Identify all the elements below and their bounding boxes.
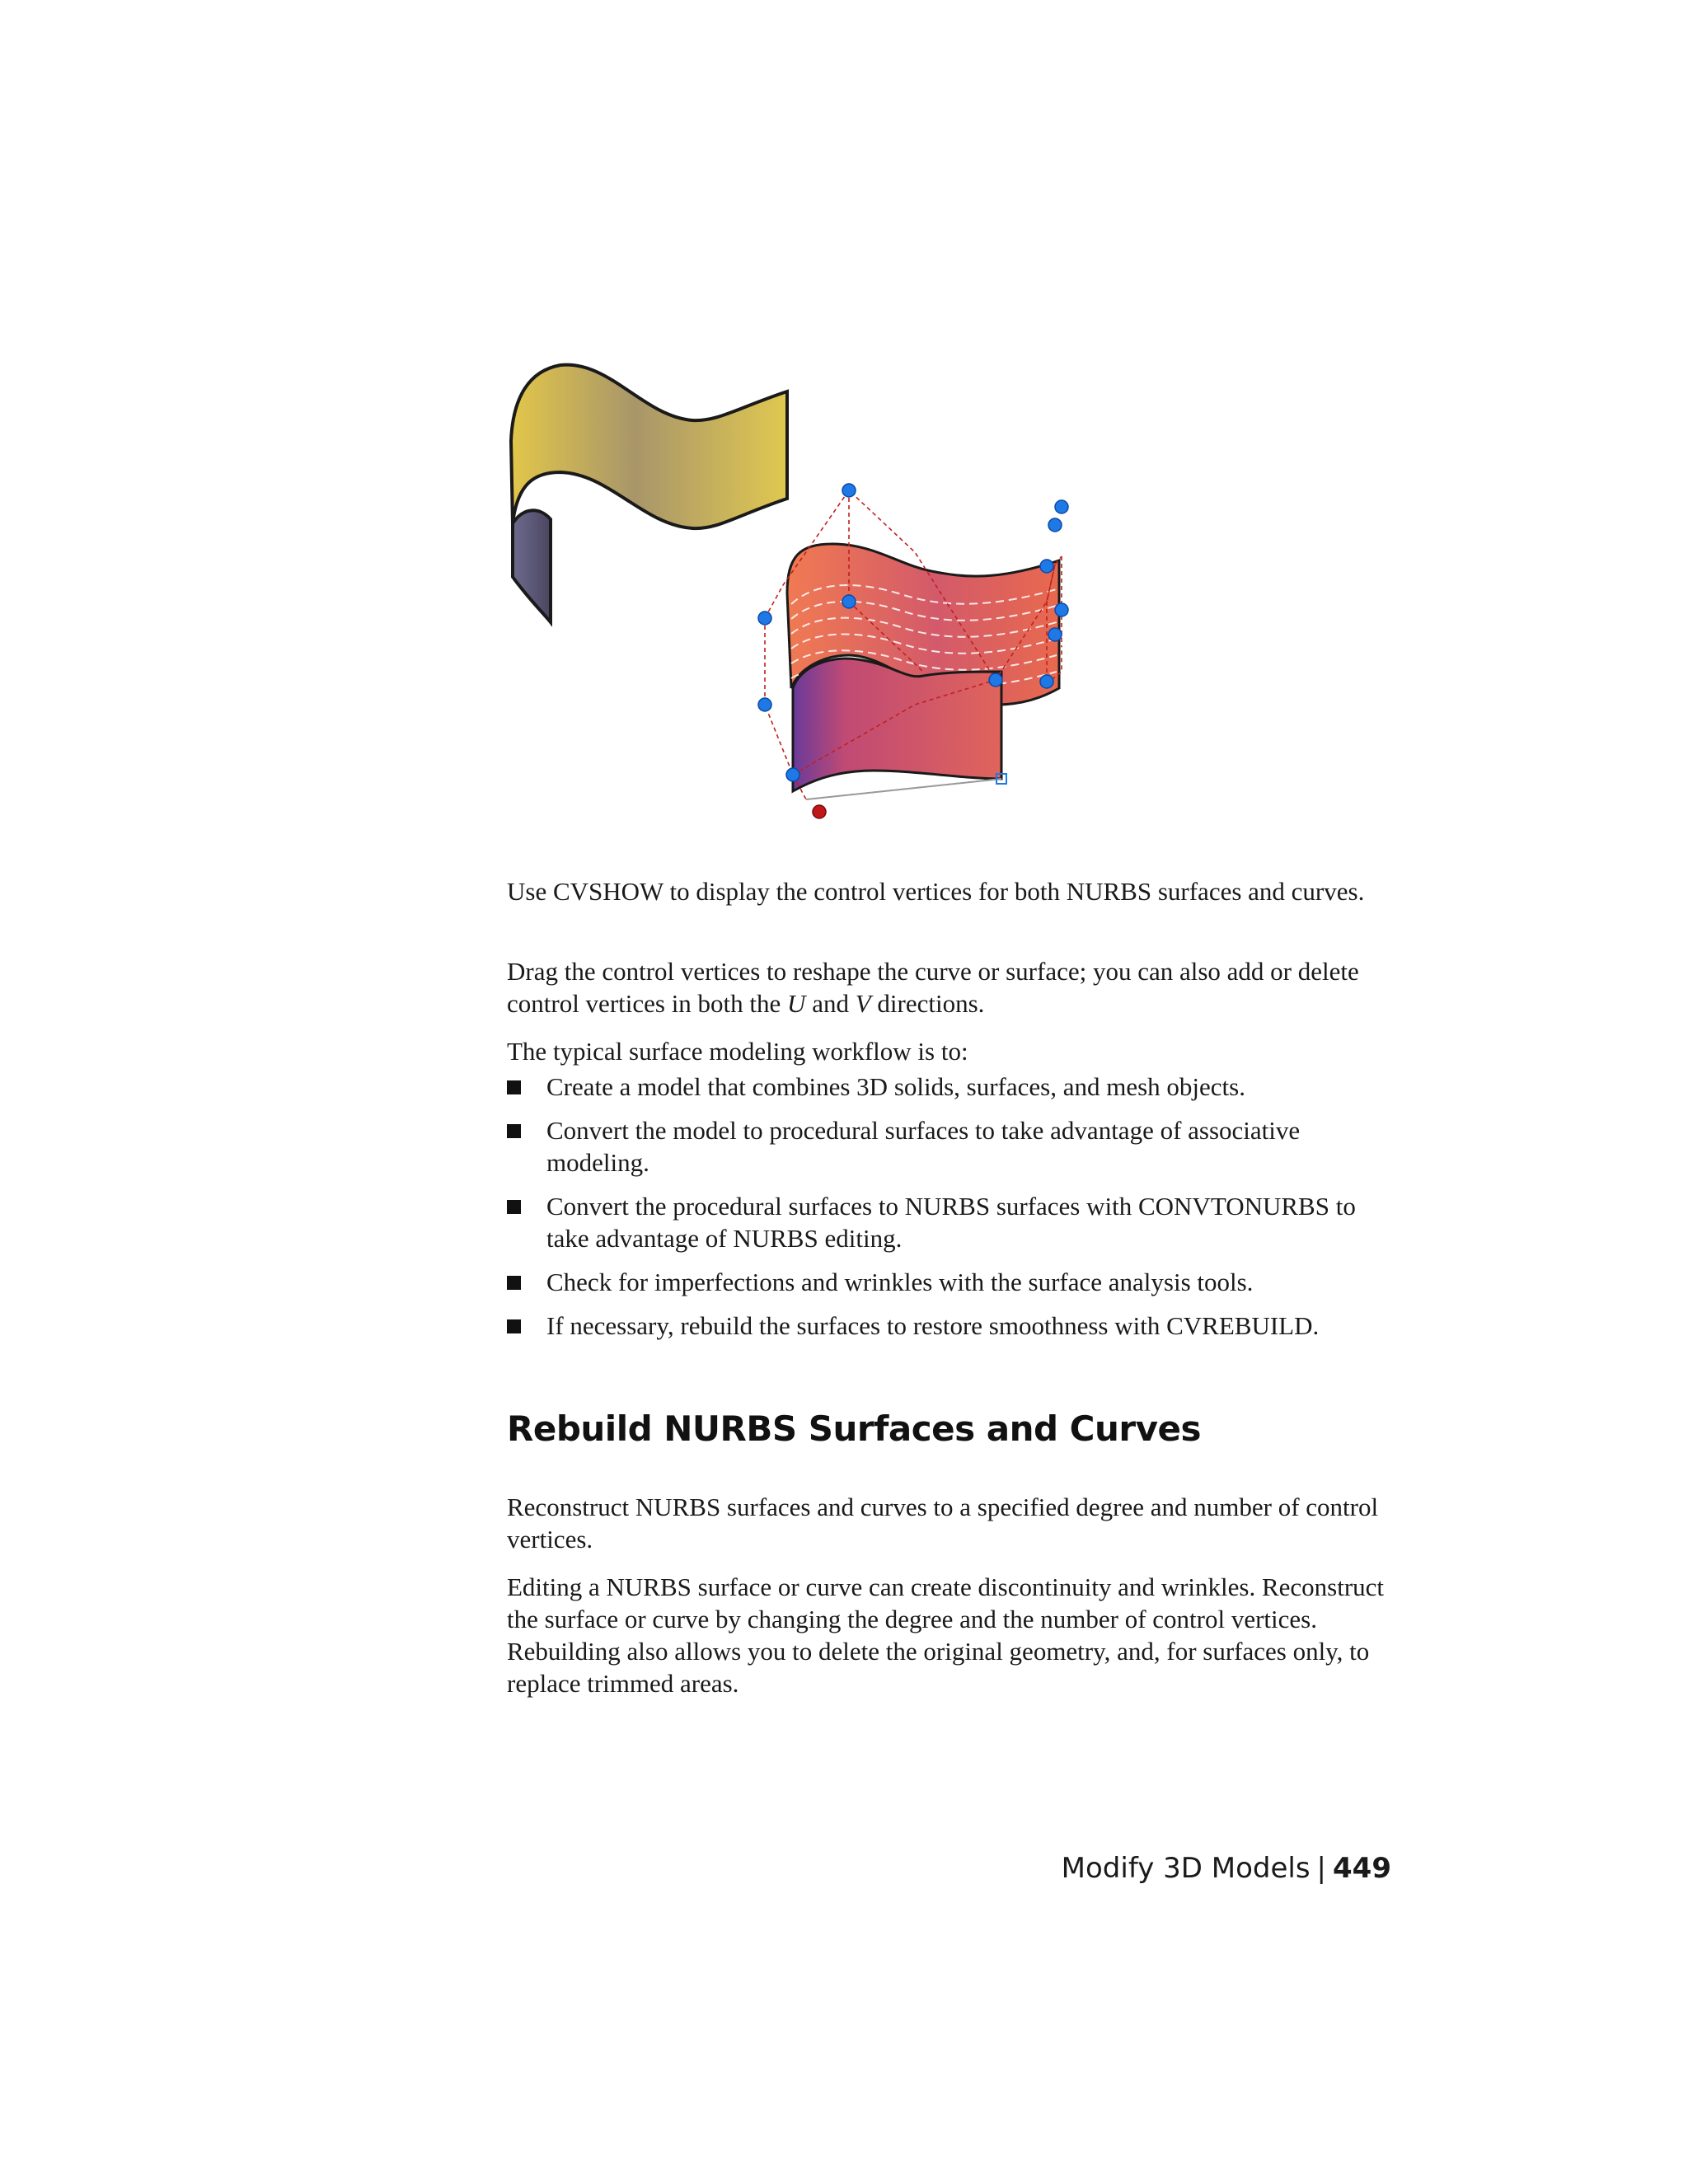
footer-chapter-title: Modify 3D Models: [1061, 1852, 1311, 1885]
list-item-text: Check for imperfections and wrinkles with the surface analysis tools.: [546, 1268, 1254, 1296]
section-paragraph-editing: Editing a NURBS surface or curve can create discontinuity and wrinkles. Reconstruct the surface or curve by changing the degree and the number of control vertices. Rebuilding also allows you to delete the original geometry, and, for surfaces only, to replace trimmed areas.: [507, 1572, 1385, 1698]
bullet-square-icon: [507, 1319, 521, 1333]
footer-separator: |: [1316, 1852, 1327, 1885]
list-item-text: If necessary, rebuild the surfaces to restore smoothness with CVREBUILD.: [546, 1311, 1320, 1340]
list-item: [507, 1266, 1397, 1298]
bullet-square-icon: [507, 1276, 521, 1290]
list-item: [507, 1310, 1397, 1342]
nurbs-illustration: [503, 342, 1146, 837]
list-item: [507, 1071, 1397, 1103]
intro-drag-and: and: [805, 989, 856, 1018]
intro-paragraph-drag: [507, 955, 1397, 1019]
list-item-text: Convert the procedural surfaces to NURBS surfaces with CONVTONURBS to take advantage of NURBS editing.: [546, 1192, 1356, 1253]
intro-drag-after: directions.: [870, 989, 985, 1018]
nurbs-figure: [503, 342, 1146, 837]
list-item: [507, 1114, 1397, 1179]
yellow-surface: [511, 365, 787, 622]
page-footer: [1062, 1850, 1391, 1886]
v-direction: V: [855, 989, 871, 1018]
section-paragraph-reconstruct: Reconstruct NURBS surfaces and curves to a specified degree and number of control vertices.: [507, 1493, 1379, 1554]
section-heading: Rebuild NURBS Surfaces and Curves: [507, 1408, 1201, 1449]
bullet-square-icon: [507, 1080, 521, 1094]
intro-paragraph-cvshow: Use CVSHOW to display the control vertices for both NURBS surfaces and curves.: [507, 877, 1365, 906]
list-item-text: Create a model that combines 3D solids, surfaces, and mesh objects.: [546, 1072, 1245, 1101]
intro-drag-text: Drag the control vertices to reshape the curve or surface; you can also add or delete control vertices in both the: [507, 957, 1359, 1018]
list-item: [507, 1190, 1397, 1254]
workflow-list: [507, 1071, 1397, 1353]
nurbs-surface: [758, 484, 1068, 818]
page-number: 449: [1333, 1852, 1391, 1885]
bullet-square-icon: [507, 1124, 521, 1138]
intro-paragraph-workflow: The typical surface modeling workflow is to:: [507, 1037, 968, 1066]
list-item-text: Convert the model to procedural surfaces to take advantage of associative modeling.: [546, 1116, 1301, 1177]
bullet-square-icon: [507, 1200, 521, 1214]
u-direction: U: [787, 989, 806, 1018]
